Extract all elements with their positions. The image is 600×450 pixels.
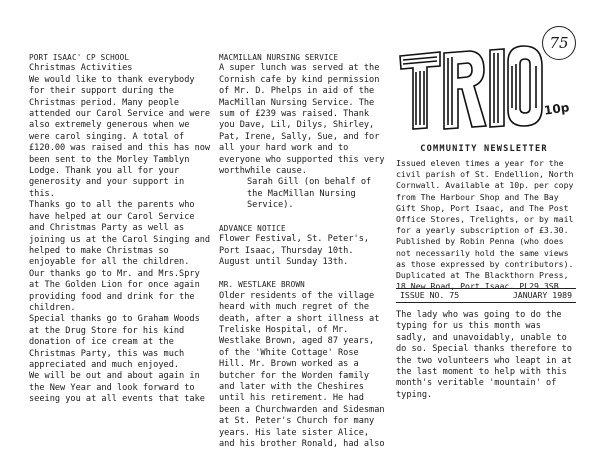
school-paragraph: We will be out and about again in the New Year and look forward to seeing you at all events that take [29, 371, 205, 405]
newsletter-subtitle: COMMUNITY NEWSLETTER [420, 144, 548, 154]
price-tag: 10p [543, 100, 571, 118]
advance-notice-text: Flower Festival, St. Peter's, Port Isaac, Thursday 10th. August until Sunday 13th. [219, 234, 370, 267]
advance-notice-heading: ADVANCE NOTICE [219, 223, 286, 233]
school-article [29, 52, 211, 406]
macmillan-signature: Sarah Gill (on behalf of the MacMillan Nursing Service). [247, 177, 372, 211]
school-paragraph: Thanks go to all the parents who have helped at our Carol Service and Christmas Party as well as joining us at the Carol Singing and helped to make Christmas so enjoyable for all the children. [29, 200, 211, 268]
school-paragraph: Special thanks go to Graham Woods at the Drug Store for his kind donation of ice cream at the Christmas Party, this was much appreciated and much enjoyed. [29, 314, 200, 370]
westlake-heading: MR. WESTLAKE BROWN [219, 280, 305, 290]
issue-date: JANUARY 1989 [512, 290, 572, 300]
westlake-text: Older residents of the village heard with much regret of the death, after a short illness at Treliske Hospital, of Mr. Westlake Brown, aged 87 years, of the 'White Cottage' Rose Hill. Mr. Brown worked as a butcher for the Worden family and later with the Cheshires until his retirement. He had been a Churchwarden and Sidesman at St. Peter's Church for many years. His late sister Alice, and his brother Ronald, had also [219, 290, 385, 449]
school-heading: PORT ISAAC' CP SCHOOL [29, 53, 130, 62]
school-subheading: Christmas Activities [29, 63, 133, 74]
typing-note: The lady who was going to do the typing for us this month was sadly, and unavoidably, unable to do so. Special thanks therefore to the two volunteers who leapt in at the last moment to help with this month's veritable 'mountain' of typing. [396, 310, 572, 400]
macmillan-heading: MACMILLAN NURSING SERVICE [219, 53, 339, 62]
middle-column [219, 52, 389, 450]
issue-bar [396, 288, 576, 303]
trio-logo [396, 22, 546, 140]
masthead [396, 18, 576, 156]
school-paragraph: Our thanks go to Mr. and Mrs.Spry at The Golden Lion for once again providing food and drink for the children. [29, 268, 200, 313]
issue-number: ISSUE NO. 75 [400, 290, 460, 300]
issue-number-badge: 75 [542, 26, 576, 60]
macmillan-text: A super lunch was served at the Cornish cafe by kind permission of Mr. D. Phelps in aid of the MacMillan Nursing Service. The sum of £239 was raised. Thank you Dave, Lil, Dilys, Shirley, Pat, Irene, Sally, Sue, and for all your hard work and to everyone who supported this very worthwhile cause. [219, 63, 385, 177]
publication-info: Issued eleven times a year for the civil parish of St. Endellion, North Cornwall. Available at 10p. per copy from The Harbour Shop and The Bay Gift Shop, Port Isaac, and The Post Office Stores, Trelights, or by mail for a yearly subscription of £3.30. Published by Robin Penna (who does not necessarily hold the same views as those expressed by contributors). Duplicated at The Blackthorn Press, 18 New Road, Port Isaac. PL29 3SB [396, 158, 574, 292]
school-paragraph: We would like to thank everybody for their support during the Christmas period. Many people attended our Carol Service and were also extremely generous when we were carol singing. A total of £120.00 was raised and this has now been sent to the Morley Tamblyn Lodge. Thank you all for your generosity and your support in this. [29, 74, 211, 199]
